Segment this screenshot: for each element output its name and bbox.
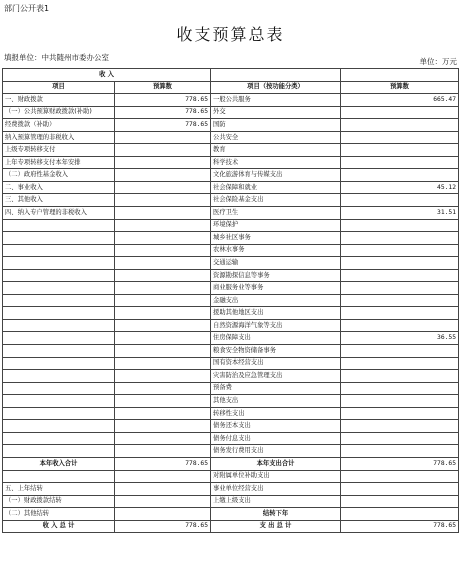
page-title: 收支预算总表 — [176, 25, 285, 44]
income-item-cell — [3, 395, 115, 408]
expense-item-cell: 国有资本经营支出 — [211, 357, 341, 370]
expense-value-cell — [341, 483, 459, 496]
income-value-cell — [115, 219, 211, 232]
expense-item-cell: 债务付息支出 — [211, 432, 341, 445]
income-item-cell — [3, 282, 115, 295]
expense-item-cell: 自然资源海洋气象等支出 — [211, 319, 341, 332]
expense-item-cell: 一般公共服务 — [211, 94, 341, 107]
table-row — [3, 495, 459, 508]
expense-total-value: 778.65 — [341, 457, 459, 470]
income-value-cell: 778.65 — [115, 106, 211, 119]
expense-value-cell — [341, 194, 459, 207]
income-value-cell — [115, 382, 211, 395]
expense-value-cell — [341, 131, 459, 144]
table-row — [3, 169, 459, 182]
reporting-agency: 填报单位：中共随州市委办公室 — [4, 53, 109, 62]
currency-unit: 单位：万元 — [419, 57, 457, 66]
income-value-cell — [115, 395, 211, 408]
income-value-cell — [115, 357, 211, 370]
income-item-cell — [3, 269, 115, 282]
expense-item-cell: 上缴上级支出 — [211, 495, 341, 508]
expense-value-cell — [341, 432, 459, 445]
expense-value-cell — [341, 156, 459, 169]
expense-item-cell: 公共安全 — [211, 131, 341, 144]
income-item-cell: 四、纳入专户管理的非税收入 — [3, 207, 115, 220]
table-row — [3, 483, 459, 496]
income-item-cell — [3, 382, 115, 395]
income-budget-header: 预算数 — [115, 81, 211, 94]
income-item-cell — [3, 470, 115, 483]
income-item-cell — [3, 370, 115, 383]
table-row — [3, 332, 459, 345]
expense-item-header: 项目（按功能分类） — [211, 81, 341, 94]
income-value-cell — [115, 420, 211, 433]
expense-item-cell: 粮食安全物资储备事务 — [211, 345, 341, 358]
table-row — [3, 470, 459, 483]
expense-value-cell — [341, 294, 459, 307]
expense-item-cell: 金融支出 — [211, 294, 341, 307]
table-row — [3, 244, 459, 257]
income-value-cell — [115, 407, 211, 420]
income-item-cell: （一）公共预算财政拨款(补助) — [3, 106, 115, 119]
expense-group-header — [211, 69, 341, 82]
income-item-cell — [3, 319, 115, 332]
income-item-cell: 经费拨款（补助） — [3, 119, 115, 132]
table-row — [3, 219, 459, 232]
income-value-cell — [115, 156, 211, 169]
expense-value-cell — [341, 319, 459, 332]
table-row — [3, 420, 459, 433]
income-value-cell — [115, 432, 211, 445]
expense-item-cell: 科学技术 — [211, 156, 341, 169]
expense-item-cell: 交通运输 — [211, 257, 341, 270]
table-row — [3, 282, 459, 295]
expense-value-cell — [341, 508, 459, 521]
expense-value-cell — [341, 307, 459, 320]
table-row — [3, 382, 459, 395]
income-item-cell: （一）财政拨款结转 — [3, 495, 115, 508]
income-value-cell — [115, 370, 211, 383]
income-item-cell — [3, 219, 115, 232]
expense-value-cell — [341, 495, 459, 508]
expense-value-cell — [341, 219, 459, 232]
income-item-cell — [3, 244, 115, 257]
table-row — [3, 144, 459, 157]
expense-value-cell — [341, 345, 459, 358]
expense-item-cell: 资源勘探信息等事务 — [211, 269, 341, 282]
income-item-cell: （二）其他结转 — [3, 508, 115, 521]
income-item-header: 项目 — [3, 81, 115, 94]
expense-value-cell — [341, 445, 459, 458]
expense-value-cell — [341, 257, 459, 270]
income-item-cell — [3, 307, 115, 320]
income-item-cell: 五、上年结转 — [3, 483, 115, 496]
income-item-cell — [3, 445, 115, 458]
expense-value-cell: 665.47 — [341, 94, 459, 107]
income-group-header: 收 入 — [3, 69, 211, 82]
expense-value-cell — [341, 169, 459, 182]
expense-item-cell: 住房保障支出 — [211, 332, 341, 345]
expense-grand-total-label: 支 出 总 计 — [211, 520, 341, 533]
expense-value-cell — [341, 382, 459, 395]
totals-row — [3, 457, 459, 470]
income-value-cell — [115, 269, 211, 282]
income-grand-total-label: 收 入 总 计 — [3, 520, 115, 533]
expense-item-cell: 社会保险基金支出 — [211, 194, 341, 207]
expense-item-cell: 对附属单位补助支出 — [211, 470, 341, 483]
expense-value-cell — [341, 232, 459, 245]
income-item-cell — [3, 332, 115, 345]
expense-value-cell — [341, 282, 459, 295]
income-item-cell — [3, 345, 115, 358]
table-row — [3, 194, 459, 207]
expense-item-cell: 农林水事务 — [211, 244, 341, 257]
expense-item-cell: 援助其他地区支出 — [211, 307, 341, 320]
expense-item-cell: 城乡社区事务 — [211, 232, 341, 245]
income-value-cell — [115, 232, 211, 245]
budget-table — [2, 68, 459, 533]
expense-item-cell: 教育 — [211, 144, 341, 157]
expense-total-label: 本年支出合计 — [211, 457, 341, 470]
table-row — [3, 257, 459, 270]
table-row — [3, 395, 459, 408]
table-row — [3, 319, 459, 332]
income-value-cell — [115, 144, 211, 157]
income-value-cell — [115, 282, 211, 295]
table-row — [3, 407, 459, 420]
table-row — [3, 119, 459, 132]
table-row — [3, 232, 459, 245]
income-item-cell: 二、事业收入 — [3, 181, 115, 194]
expense-budget-header: 预算数 — [341, 81, 459, 94]
income-item-cell: 上级专项转移支付 — [3, 144, 115, 157]
income-value-cell — [115, 345, 211, 358]
expense-item-cell: 医疗卫生 — [211, 207, 341, 220]
expense-item-cell: 预备费 — [211, 382, 341, 395]
income-item-cell: 纳入预算管理的非税收入 — [3, 131, 115, 144]
income-value-cell — [115, 181, 211, 194]
expense-item-cell: 国防 — [211, 119, 341, 132]
expense-value-cell — [341, 244, 459, 257]
table-row — [3, 207, 459, 220]
expense-value-cell — [341, 470, 459, 483]
table-row — [3, 269, 459, 282]
expense-item-cell: 债务发行费用支出 — [211, 445, 341, 458]
expense-item-cell: 文化旅游体育与传媒支出 — [211, 169, 341, 182]
table-row — [3, 156, 459, 169]
income-value-cell — [115, 244, 211, 257]
table-row — [3, 131, 459, 144]
table-row — [3, 106, 459, 119]
income-item-cell: 三、其他收入 — [3, 194, 115, 207]
income-item-cell — [3, 257, 115, 270]
table-row — [3, 357, 459, 370]
income-grand-total-value: 778.65 — [115, 520, 211, 533]
expense-item-cell: 债务还本支出 — [211, 420, 341, 433]
table-row — [3, 94, 459, 107]
expense-value-cell — [341, 357, 459, 370]
income-item-cell — [3, 407, 115, 420]
expense-item-cell: 其他支出 — [211, 395, 341, 408]
income-item-cell — [3, 357, 115, 370]
income-value-cell — [115, 131, 211, 144]
expense-value-cell: 36.55 — [341, 332, 459, 345]
expense-item-cell: 结转下年 — [211, 508, 341, 521]
grand-total-row — [3, 520, 459, 533]
income-value-cell — [115, 483, 211, 496]
table-row — [3, 345, 459, 358]
expense-item-cell: 环境保护 — [211, 219, 341, 232]
table-row — [3, 508, 459, 521]
income-item-cell — [3, 420, 115, 433]
income-total-value: 778.65 — [115, 457, 211, 470]
expense-value-cell — [341, 407, 459, 420]
table-row — [3, 370, 459, 383]
income-total-label: 本年收入合计 — [3, 457, 115, 470]
expense-item-cell: 外交 — [211, 106, 341, 119]
header-row — [3, 81, 459, 94]
expense-item-cell: 事业单位经营支出 — [211, 483, 341, 496]
expense-value-cell — [341, 106, 459, 119]
expense-item-cell: 社会保障和就业 — [211, 181, 341, 194]
expense-value-cell — [341, 144, 459, 157]
table-row — [3, 432, 459, 445]
expense-value-cell — [341, 370, 459, 383]
expense-grand-total-value: 778.65 — [341, 520, 459, 533]
expense-item-cell: 灾害防治及应急管理支出 — [211, 370, 341, 383]
table-row — [3, 181, 459, 194]
expense-item-cell: 商业服务业等事务 — [211, 282, 341, 295]
income-value-cell: 778.65 — [115, 119, 211, 132]
income-item-cell: 一、财政拨款 — [3, 94, 115, 107]
income-value-cell — [115, 307, 211, 320]
income-value-cell — [115, 294, 211, 307]
income-item-cell: （二）政府性基金收入 — [3, 169, 115, 182]
income-item-cell — [3, 294, 115, 307]
income-value-cell — [115, 319, 211, 332]
income-value-cell — [115, 257, 211, 270]
income-value-cell: 778.65 — [115, 94, 211, 107]
expense-group-header-value — [341, 69, 459, 82]
expense-value-cell: 45.12 — [341, 181, 459, 194]
income-value-cell — [115, 169, 211, 182]
income-value-cell — [115, 470, 211, 483]
expense-value-cell — [341, 269, 459, 282]
income-value-cell — [115, 207, 211, 220]
expense-value-cell: 31.51 — [341, 207, 459, 220]
income-value-cell — [115, 332, 211, 345]
header-group-row — [3, 69, 459, 82]
income-value-cell — [115, 194, 211, 207]
income-item-cell: 上年专项转移支付本年安排 — [3, 156, 115, 169]
income-item-cell — [3, 232, 115, 245]
expense-value-cell — [341, 395, 459, 408]
table-row — [3, 307, 459, 320]
table-row — [3, 294, 459, 307]
expense-value-cell — [341, 119, 459, 132]
income-value-cell — [115, 508, 211, 521]
expense-value-cell — [341, 420, 459, 433]
income-value-cell — [115, 495, 211, 508]
income-value-cell — [115, 445, 211, 458]
table-row — [3, 445, 459, 458]
table-number-label: 部门公开表1 — [4, 4, 50, 13]
income-item-cell — [3, 432, 115, 445]
expense-item-cell: 转移性支出 — [211, 407, 341, 420]
